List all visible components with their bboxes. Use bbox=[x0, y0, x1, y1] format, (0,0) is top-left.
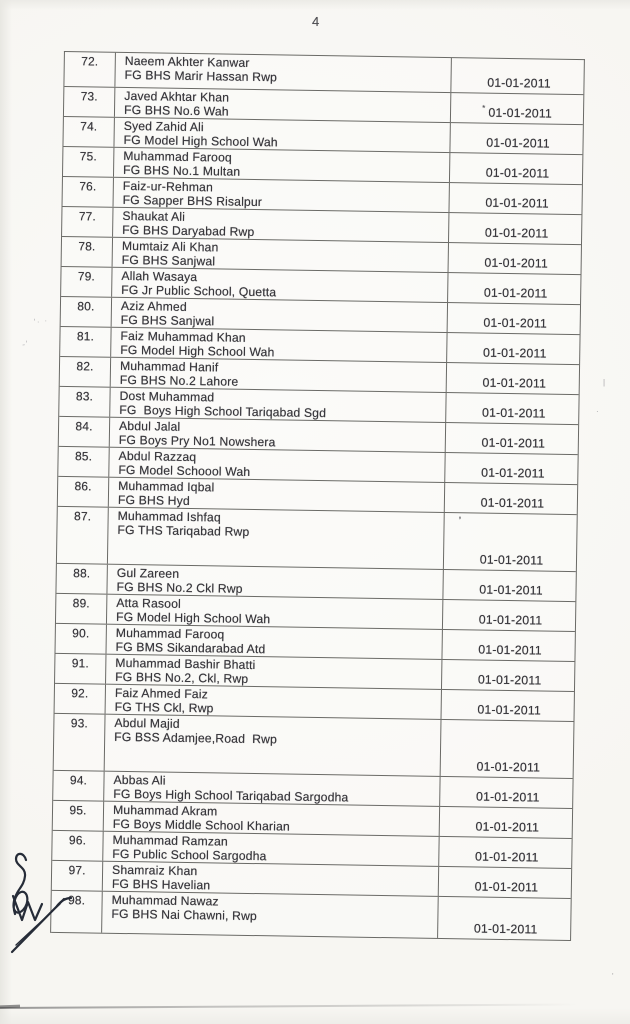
name-cell bbox=[104, 772, 440, 806]
serial-cell bbox=[54, 714, 106, 771]
serial-number: 92. bbox=[71, 686, 89, 701]
person-name: Abdul Razzaq bbox=[118, 448, 197, 465]
person-school: FG BSS Adamjee,Road Rwp bbox=[114, 729, 278, 747]
name-cell bbox=[107, 595, 443, 629]
date-cell bbox=[449, 213, 581, 244]
handwritten-signature-ink bbox=[4, 846, 84, 966]
joining-date: 01-01-2011 bbox=[478, 612, 543, 628]
person-school: FG Boys High School Tariqabad Sargodha bbox=[113, 786, 349, 805]
serial-cell bbox=[64, 87, 115, 117]
person-name: Aziz Ahmed bbox=[120, 298, 187, 314]
joining-date: 01-01-2011 bbox=[483, 315, 548, 331]
date-cell bbox=[447, 363, 579, 394]
person-name: Muhammad Nawaz bbox=[111, 892, 219, 909]
person-name: Faiz-ur-Rehman bbox=[122, 178, 214, 195]
joining-date: 01-01-2011 bbox=[485, 165, 550, 181]
name-cell bbox=[110, 418, 446, 452]
name-cell bbox=[115, 53, 451, 92]
person-name: Muhammad Farooq bbox=[123, 148, 233, 165]
serial-cell bbox=[60, 327, 111, 357]
date-cell bbox=[445, 453, 577, 484]
name-cell bbox=[106, 625, 442, 659]
person-school: FG BHS No.6 Wah bbox=[123, 102, 229, 119]
person-school: FG Boys Middle School Kharian bbox=[112, 816, 291, 834]
joining-date: 01-01-2011 bbox=[475, 819, 540, 835]
person-school: FG BHS No.2 Ckl Rwp bbox=[116, 579, 243, 596]
scan-fold-streak bbox=[0, 1003, 578, 1009]
serial-cell bbox=[63, 177, 114, 207]
person-school: FG BHS No.2, Ckl, Rwp bbox=[115, 669, 249, 686]
serial-number: 93. bbox=[70, 716, 89, 731]
name-cell bbox=[106, 685, 442, 719]
serial-cell bbox=[59, 417, 110, 447]
joining-date: 01-01-2011 bbox=[474, 879, 539, 895]
serial-number: 80. bbox=[77, 299, 95, 314]
joining-date: 01-01-2011 bbox=[484, 225, 549, 241]
person-school: FG BHS Hyd bbox=[117, 492, 190, 508]
person-name: Faiz Ahmed Faiz bbox=[114, 685, 208, 702]
person-name: Faiz Muhammad Khan bbox=[120, 328, 246, 345]
serial-cell bbox=[64, 52, 116, 87]
name-cell bbox=[102, 892, 439, 938]
name-cell bbox=[109, 478, 445, 512]
person-school: FG Boys Pry No1 Nowshera bbox=[118, 432, 276, 450]
person-school: FG Jr Public School, Quetta bbox=[121, 282, 277, 300]
joining-date: 01-01-2011 bbox=[487, 75, 551, 91]
date-cell bbox=[447, 333, 579, 364]
name-cell bbox=[109, 448, 445, 482]
pencil-mark: -' bbox=[21, 338, 30, 350]
serial-cell bbox=[61, 267, 112, 297]
page-number: 4 bbox=[312, 14, 320, 29]
date-cell bbox=[442, 660, 574, 691]
joining-date: 01-01-2011 bbox=[482, 375, 547, 391]
person-school: FG Model Schoool Wah bbox=[118, 462, 251, 479]
date-cell bbox=[442, 690, 574, 721]
table-row bbox=[51, 891, 571, 941]
name-cell bbox=[106, 655, 442, 689]
person-name: Muhammad Iqbal bbox=[118, 478, 215, 495]
name-cell bbox=[105, 715, 442, 776]
person-school: FG Boys High School Tariqabad Sgd bbox=[119, 402, 327, 421]
serial-number: 88. bbox=[73, 566, 91, 581]
joining-date: 01-01-2011 bbox=[483, 285, 548, 301]
serial-number: 72. bbox=[81, 54, 99, 69]
name-cell bbox=[113, 208, 449, 242]
serial-number: 82. bbox=[76, 359, 94, 374]
serial-number: 86. bbox=[74, 479, 92, 494]
ink-speck: ' bbox=[612, 972, 614, 981]
person-school: FG BHS Nai Chawni, Rwp bbox=[111, 906, 258, 924]
joining-date: 01-01-2011 bbox=[479, 582, 543, 598]
ink-speck: · bbox=[596, 407, 599, 416]
name-cell bbox=[103, 832, 439, 866]
serial-number: 73. bbox=[80, 89, 98, 104]
serial-cell bbox=[55, 654, 106, 684]
date-cell bbox=[438, 897, 571, 940]
joining-date: 01-01-2011 bbox=[473, 921, 538, 937]
joining-date: 01-01-2011 bbox=[481, 465, 545, 481]
person-name: Allah Wasaya bbox=[121, 268, 198, 285]
serial-number: 89. bbox=[72, 596, 90, 611]
serial-cell bbox=[58, 447, 109, 477]
date-cell bbox=[439, 867, 571, 898]
serial-cell bbox=[60, 357, 111, 387]
serial-cell bbox=[56, 624, 107, 654]
name-cell bbox=[113, 238, 449, 272]
serial-number: 98. bbox=[67, 893, 86, 908]
person-name: Muhammad Ramzan bbox=[112, 832, 229, 849]
name-cell bbox=[111, 328, 447, 362]
person-school: FG THS Tariqabad Rwp bbox=[117, 522, 250, 539]
joining-date: 01-01-2011 bbox=[476, 759, 541, 775]
name-cell bbox=[114, 178, 450, 212]
joining-date: 01-01-2011 bbox=[477, 702, 542, 718]
person-name: Abbas Ali bbox=[113, 772, 166, 788]
date-cell bbox=[440, 807, 572, 838]
date-cell bbox=[450, 123, 582, 154]
name-cell bbox=[104, 802, 440, 836]
joining-date: 01-01-2011 bbox=[488, 105, 553, 121]
person-name: Muhammad Akram bbox=[112, 802, 218, 819]
person-school: FG BHS Sanjwal bbox=[120, 312, 215, 329]
serial-number: 75. bbox=[79, 149, 97, 164]
serial-number: 91. bbox=[71, 656, 90, 671]
person-school: FG THS Ckl, Rwp bbox=[114, 699, 214, 716]
date-cell bbox=[449, 183, 581, 214]
pencil-mark: '· · bbox=[33, 315, 49, 327]
name-cell bbox=[112, 298, 448, 332]
person-name: Javed Akhtar Khan bbox=[124, 88, 230, 105]
serial-number: 76. bbox=[79, 179, 97, 194]
serial-number: 87. bbox=[73, 509, 92, 524]
serial-cell bbox=[56, 594, 107, 624]
serial-number: 97. bbox=[68, 863, 86, 878]
joining-date: 01-01-2011 bbox=[475, 789, 540, 805]
table-row bbox=[57, 507, 577, 572]
name-cell bbox=[103, 862, 439, 896]
serial-number: 83. bbox=[75, 389, 94, 404]
serial-number: 85. bbox=[74, 449, 93, 464]
joining-date: 01-01-2011 bbox=[486, 135, 550, 151]
date-cell bbox=[439, 837, 571, 868]
joining-date: 01-01-2011 bbox=[484, 255, 549, 271]
date-cell bbox=[449, 243, 581, 274]
person-school: FG Model High School Wah bbox=[123, 132, 278, 150]
person-school: FG BMS Sikandarabad Atd bbox=[115, 639, 266, 657]
serial-number: 78. bbox=[78, 239, 96, 254]
serial-number: 95. bbox=[69, 803, 87, 818]
person-school: FG BHS No.1 Multan bbox=[122, 162, 241, 179]
serial-number: 81. bbox=[76, 329, 95, 344]
date-cell bbox=[442, 630, 574, 661]
person-name: Mumtaiz Ali Khan bbox=[121, 238, 219, 255]
serial-cell bbox=[59, 387, 110, 417]
date-cell bbox=[443, 570, 575, 601]
joining-date: 01-01-2011 bbox=[479, 552, 544, 568]
person-name: Abdul Jalal bbox=[118, 418, 181, 434]
name-cell bbox=[108, 508, 445, 569]
serial-number: 74. bbox=[80, 119, 98, 134]
person-name: Muhammad Bashir Bhatti bbox=[115, 655, 256, 673]
serial-cell bbox=[53, 771, 104, 801]
person-name: Muhammad Farooq bbox=[115, 625, 225, 642]
person-name: Syed Zahid Ali bbox=[123, 118, 204, 135]
person-school: FG BHS Sanjwal bbox=[121, 252, 216, 269]
name-cell bbox=[114, 118, 450, 152]
person-school: FG Public School Sargodha bbox=[112, 846, 267, 864]
date-cell bbox=[451, 93, 583, 124]
person-school: FG BHS No.2 Lahore bbox=[119, 372, 239, 389]
joining-date: 01-01-2011 bbox=[474, 849, 539, 865]
person-school: FG BHS Daryabad Rwp bbox=[122, 222, 255, 239]
person-name: Naeem Akhter Kanwar bbox=[124, 53, 250, 70]
joining-date: 01-01-2011 bbox=[481, 405, 546, 421]
joining-date: 01-01-2011 bbox=[480, 495, 545, 511]
serial-cell bbox=[56, 564, 107, 594]
name-cell bbox=[114, 148, 450, 182]
serial-number: 84. bbox=[75, 419, 93, 434]
person-school: FG BHS Marir Hassan Rwp bbox=[124, 67, 278, 85]
person-name: Abdul Majid bbox=[114, 715, 180, 731]
person-name: Muhammad Hanif bbox=[119, 358, 219, 375]
serial-cell bbox=[62, 207, 113, 237]
table-row bbox=[54, 714, 574, 779]
serial-cell bbox=[63, 117, 114, 147]
person-school: FG Model High School Wah bbox=[120, 342, 275, 360]
person-name: Dost Muhammad bbox=[119, 388, 215, 405]
date-cell bbox=[451, 58, 584, 94]
date-cell bbox=[440, 777, 572, 808]
serial-number: 94. bbox=[69, 773, 88, 788]
staff-joining-table bbox=[50, 51, 585, 941]
serial-cell bbox=[62, 237, 113, 267]
joining-date: 01-01-2011 bbox=[482, 345, 547, 361]
serial-number: 96. bbox=[68, 833, 87, 848]
joining-date: 01-01-2011 bbox=[477, 672, 542, 688]
date-cell bbox=[448, 303, 580, 334]
ink-speck: ’ bbox=[458, 515, 462, 528]
serial-cell bbox=[61, 297, 112, 327]
serial-number: 77. bbox=[78, 209, 97, 224]
serial-cell bbox=[57, 507, 109, 564]
serial-cell bbox=[55, 684, 106, 714]
name-cell bbox=[115, 88, 451, 122]
serial-number: 79. bbox=[77, 269, 96, 284]
joining-date: 01-01-2011 bbox=[478, 642, 542, 658]
name-cell bbox=[112, 268, 448, 302]
date-cell bbox=[444, 513, 577, 571]
person-school: FG BHS Havelian bbox=[111, 876, 211, 893]
person-name: Shamraiz Khan bbox=[111, 862, 198, 879]
serial-cell bbox=[58, 477, 109, 507]
serial-cell bbox=[53, 801, 104, 831]
date-cell bbox=[446, 393, 578, 424]
name-cell bbox=[107, 565, 443, 599]
name-cell bbox=[111, 358, 447, 392]
date-cell bbox=[450, 153, 582, 184]
serial-cell bbox=[63, 147, 114, 177]
joining-date: 01-01-2011 bbox=[481, 435, 546, 451]
date-cell bbox=[446, 423, 578, 454]
person-name: Shaukat Ali bbox=[122, 208, 186, 224]
date-cell bbox=[443, 600, 575, 631]
date-cell bbox=[445, 483, 577, 514]
date-cell bbox=[441, 720, 574, 778]
person-school: FG Sapper BHS Risalpur bbox=[122, 192, 263, 210]
person-school: FG Model High School Wah bbox=[115, 609, 271, 627]
ink-speck: | bbox=[603, 378, 606, 387]
serial-number: 90. bbox=[72, 626, 90, 641]
joining-date: 01-01-2011 bbox=[485, 195, 549, 211]
name-cell bbox=[110, 388, 446, 422]
ink-speck: * bbox=[482, 103, 486, 113]
person-name: Gul Zareen bbox=[116, 565, 180, 581]
date-cell bbox=[448, 273, 580, 304]
person-name: Atta Rasool bbox=[116, 595, 182, 611]
person-name: Muhammad Ishfaq bbox=[117, 508, 221, 525]
